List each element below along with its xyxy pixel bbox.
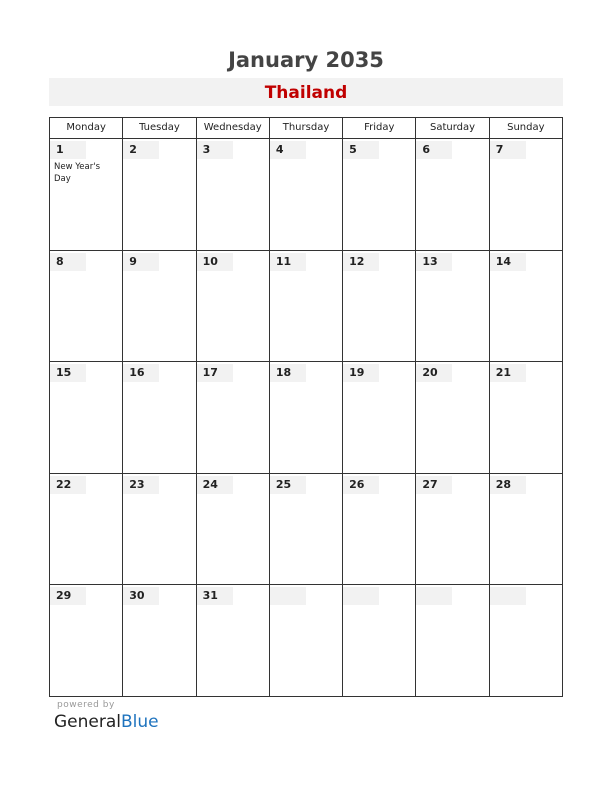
day-cell[interactable]	[270, 585, 343, 697]
day-number: 9	[123, 253, 159, 271]
brand-general: General	[54, 712, 121, 732]
day-cell[interactable]	[490, 139, 562, 250]
weekday-header: Monday	[50, 118, 123, 138]
day-cell[interactable]	[50, 139, 123, 250]
week-row	[50, 474, 562, 586]
day-cell[interactable]	[50, 474, 123, 585]
day-number	[343, 587, 379, 605]
day-cell[interactable]	[123, 362, 196, 473]
day-number: 22	[50, 476, 86, 494]
day-cell[interactable]	[343, 139, 416, 250]
day-number: 5	[343, 141, 379, 159]
day-cell[interactable]	[50, 362, 123, 473]
country-banner	[49, 78, 563, 106]
day-cell[interactable]	[197, 474, 270, 585]
day-number: 15	[50, 364, 86, 382]
day-number: 13	[416, 253, 452, 271]
weekday-header: Thursday	[270, 118, 343, 138]
day-number: 16	[123, 364, 159, 382]
weekday-header: Saturday	[416, 118, 489, 138]
weekday-header-row	[50, 118, 562, 139]
day-number: 20	[416, 364, 452, 382]
day-number: 30	[123, 587, 159, 605]
day-cell[interactable]	[197, 585, 270, 697]
day-number: 3	[197, 141, 233, 159]
day-number: 12	[343, 253, 379, 271]
day-cell[interactable]	[343, 362, 416, 473]
day-number: 18	[270, 364, 306, 382]
day-cell[interactable]	[50, 251, 123, 362]
day-number: 23	[123, 476, 159, 494]
day-cell[interactable]	[270, 474, 343, 585]
day-cell[interactable]	[197, 362, 270, 473]
day-cell[interactable]	[343, 585, 416, 697]
day-number: 8	[50, 253, 86, 271]
day-cell[interactable]	[123, 474, 196, 585]
day-number: 24	[197, 476, 233, 494]
day-cell[interactable]	[490, 362, 562, 473]
day-cell[interactable]	[490, 474, 562, 585]
day-cell[interactable]	[50, 585, 123, 697]
weekday-header: Friday	[343, 118, 416, 138]
day-cell[interactable]	[416, 474, 489, 585]
day-cell[interactable]	[416, 139, 489, 250]
day-number: 4	[270, 141, 306, 159]
calendar-grid	[49, 117, 563, 697]
day-cell[interactable]	[490, 585, 562, 697]
day-cell[interactable]	[343, 474, 416, 585]
day-number	[416, 587, 452, 605]
week-row	[50, 362, 562, 474]
day-number	[490, 587, 526, 605]
day-cell[interactable]	[270, 139, 343, 250]
day-number: 6	[416, 141, 452, 159]
day-cell[interactable]	[123, 139, 196, 250]
day-cell[interactable]	[416, 251, 489, 362]
day-number: 25	[270, 476, 306, 494]
day-cell[interactable]	[270, 362, 343, 473]
day-number: 31	[197, 587, 233, 605]
country-name: Thailand	[264, 83, 348, 103]
day-number: 19	[343, 364, 379, 382]
powered-by-text: powered by	[57, 700, 115, 710]
weekday-header: Wednesday	[197, 118, 270, 138]
day-cell[interactable]	[197, 139, 270, 250]
holiday-label: New Year's Day	[54, 162, 101, 184]
day-number: 2	[123, 141, 159, 159]
day-cell[interactable]	[416, 585, 489, 697]
weekday-header: Tuesday	[123, 118, 196, 138]
day-cell[interactable]	[270, 251, 343, 362]
day-number: 11	[270, 253, 306, 271]
week-row	[50, 251, 562, 363]
day-cell[interactable]	[490, 251, 562, 362]
day-cell[interactable]	[416, 362, 489, 473]
day-number: 29	[50, 587, 86, 605]
brand-blue: Blue	[121, 712, 159, 732]
week-row	[50, 139, 562, 251]
brand-logo[interactable]	[54, 712, 159, 732]
day-number: 10	[197, 253, 233, 271]
day-number: 7	[490, 141, 526, 159]
weekday-header: Sunday	[507, 122, 545, 133]
day-cell[interactable]	[123, 585, 196, 697]
day-cell[interactable]	[123, 251, 196, 362]
day-cell[interactable]	[197, 251, 270, 362]
day-number: 28	[490, 476, 526, 494]
day-number: 21	[490, 364, 526, 382]
day-number	[270, 587, 306, 605]
day-number: 26	[343, 476, 379, 494]
day-number: 27	[416, 476, 452, 494]
day-cell[interactable]	[343, 251, 416, 362]
week-row	[50, 585, 562, 697]
calendar-title: January 2035	[228, 48, 384, 72]
day-number: 1	[50, 141, 86, 159]
day-number: 17	[197, 364, 233, 382]
day-number: 14	[490, 253, 526, 271]
